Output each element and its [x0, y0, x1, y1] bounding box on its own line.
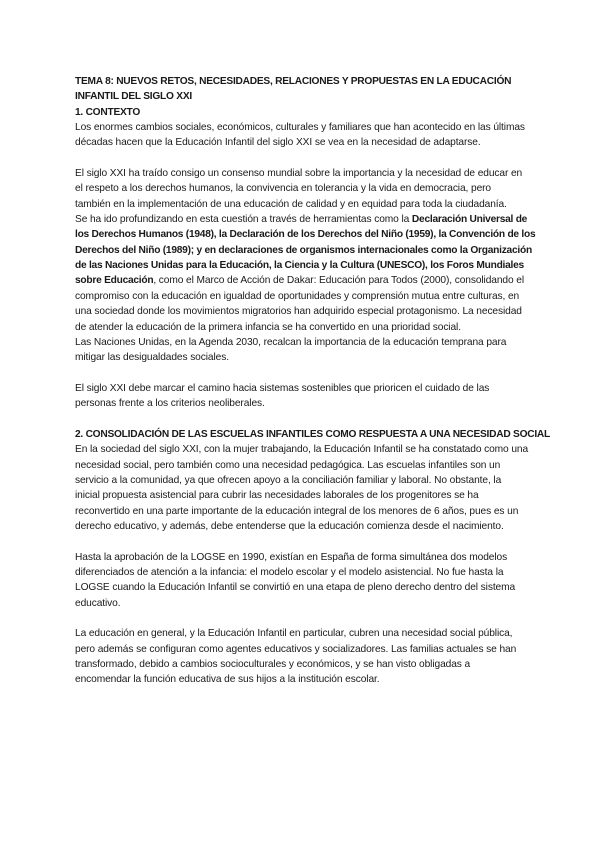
- text: reconvertido en una parte importante de la educación integral de los menores de 6 años, pues es un: [75, 505, 519, 517]
- text-line: [75, 642, 535, 657]
- text-line: [75, 657, 535, 672]
- text: Hasta la aprobación de la LOGSE en 1990, existían en España de forma simultánea dos modelos: [75, 551, 508, 563]
- text-line: [75, 381, 535, 396]
- bold-text: los Derechos Humanos (1948), la Declaración de los Derechos del Niño (1959), la Convención de los: [75, 229, 536, 241]
- text: derecho educativo, y además, debe entenderse que la educación comienza desde el nacimiento.: [75, 520, 504, 532]
- text-line: [75, 565, 535, 580]
- text: necesidad social, pero también como una necesidad pedagógica. Las escuelas infantiles son un: [75, 459, 501, 471]
- text: compromiso con la educación en igualdad de oportunidades y comprensión mutua entre culturas, en: [75, 290, 520, 302]
- text: décadas hacen que la Educación Infantil del siglo XXI se vea en la necesidad de adaptarse.: [75, 137, 481, 149]
- text-line: [75, 243, 535, 258]
- text-line: [75, 289, 535, 304]
- text: transformado, debido a cambios socioculturales y económicos, y se han visto obligadas a: [75, 659, 471, 671]
- blank-line: [75, 534, 535, 549]
- text-line: [75, 458, 535, 473]
- text-line: [75, 135, 535, 150]
- bold-text: TEMA 8: NUEVOS RETOS, NECESIDADES, RELACIONES Y PROPUESTAS EN LA EDUCACIÓN: [75, 76, 512, 87]
- text: mitigar las desigualdades sociales.: [75, 352, 229, 364]
- text-line: [75, 89, 535, 104]
- text: inicial propuesta asistencial para cubrir las necesidades laborales de los progenitores se ha: [75, 490, 479, 502]
- text: el respeto a los derechos humanos, la convivencia en tolerancia y la vida en democracia, pero: [75, 183, 491, 195]
- text-line: [75, 320, 535, 335]
- text-line: [75, 504, 535, 519]
- text-line: [75, 166, 535, 181]
- text: personas frente a los criterios neoliberales.: [75, 398, 265, 410]
- document-page: [75, 74, 551, 688]
- blank-line: [75, 611, 535, 626]
- text-line: [75, 350, 535, 365]
- text: pero además se configuran como agentes educativos y socializadores. Las familias actuales se han: [75, 643, 517, 655]
- text-line: [75, 550, 535, 565]
- text: educativo.: [75, 597, 121, 609]
- text-line: [75, 181, 535, 196]
- text: La educación en general, y la Educación Infantil en particular, cubren una necesidad social pública,: [75, 628, 513, 640]
- text-line: [75, 105, 535, 120]
- text-line: [75, 120, 535, 135]
- bold-text: sobre Educación: [75, 275, 154, 287]
- text: El siglo XXI debe marcar el camino hacia sistemas sostenibles que prioricen el cuidado de las: [75, 382, 490, 394]
- text: Los enormes cambios sociales, económicos, culturales y familiares que han acontecido en las últimas: [75, 122, 525, 134]
- text: diferenciados de atención a la infancia: el modelo escolar y el modelo asistencial. No fue hasta la: [75, 567, 504, 578]
- text: una sociedad donde los movimientos migratorios han adquirido especial protagonismo. La necesidad: [75, 306, 522, 318]
- text-line: [75, 488, 535, 503]
- text: Se ha ido profundizando en esta cuestión a través de herramientas como la: [75, 214, 412, 226]
- blank-line: [75, 151, 535, 166]
- bold-text: Declaración Universal de: [411, 214, 528, 226]
- blank-line: [75, 366, 535, 381]
- text: En la sociedad del siglo XXI, con la mujer trabajando, la Educación Infantil se ha constatado como una: [75, 444, 529, 456]
- text: Las Naciones Unidas, en la Agenda 2030, recalcan la importancia de la educación temprana para: [75, 336, 507, 348]
- text-line: [75, 197, 535, 212]
- text: encomendar la función educativa de sus hijos a la institución escolar.: [75, 674, 380, 686]
- text-line: [75, 473, 535, 488]
- text-line: [75, 304, 535, 319]
- text: El siglo XXI ha traído consigo un consenso mundial sobre la importancia y la necesidad de educar en: [75, 168, 523, 180]
- text-line: [75, 442, 535, 457]
- text-line: [75, 335, 535, 350]
- text: servicio a la comunidad, ya que ofrecen apoyo a la conciliación familiar y laboral. No obstante, la: [75, 474, 502, 486]
- text-line: [75, 580, 535, 595]
- text: LOGSE cuando la Educación Infantil se convirtió en una etapa de pleno derecho dentro del sistema: [75, 582, 516, 594]
- text: también en la implementación de una educación de calidad y en equidad para toda la ciudadanía.: [75, 198, 507, 210]
- bold-text: 1. CONTEXTO: [75, 106, 140, 118]
- text-line: [75, 519, 535, 534]
- text-line: [75, 626, 535, 641]
- text-line: [75, 596, 535, 611]
- text-line: [75, 227, 535, 242]
- bold-text: Derechos del Niño (1989); y en declaraciones de organismos internacionales como la Organización: [75, 244, 532, 256]
- bold-text: 2. CONSOLIDACIÓN DE LAS ESCUELAS INFANTILES COMO RESPUESTA A UNA NECESIDAD SOCIAL: [75, 428, 551, 440]
- text-line: [75, 396, 535, 411]
- text: , como el Marco de Acción de Dakar: Educación para Todos (2000), consolidando el: [153, 275, 525, 287]
- text-line: [75, 273, 535, 288]
- text-line: [75, 74, 535, 89]
- text-line: [75, 427, 551, 442]
- text-line: [75, 258, 535, 273]
- text-line: [75, 672, 535, 687]
- bold-text: INFANTIL DEL SIGLO XXI: [75, 91, 192, 103]
- blank-line: [75, 412, 535, 427]
- text: de atender la educación de la primera infancia se ha convertido en una prioridad social.: [75, 321, 461, 333]
- text-line: [75, 212, 535, 227]
- bold-text: de las Naciones Unidas para la Educación, la Ciencia y la Cultura (UNESCO), los Foros Mundiales: [75, 260, 524, 272]
